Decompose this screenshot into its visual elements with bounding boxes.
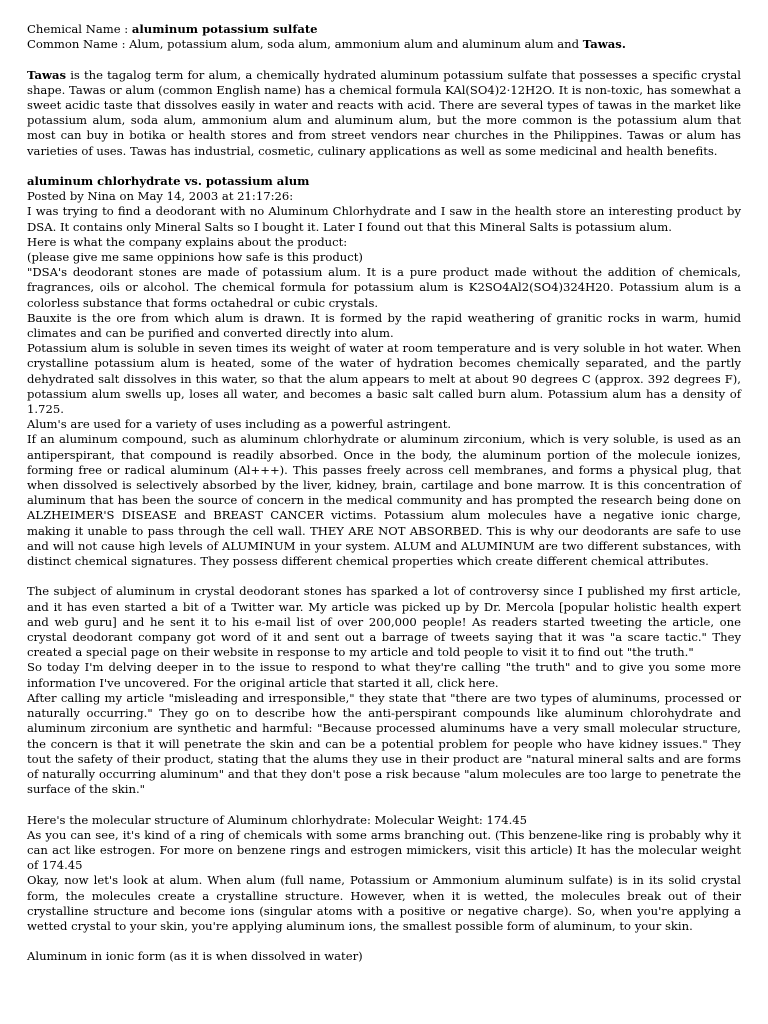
tawas-term: Tawas — [27, 67, 67, 82]
body-paragraph: "DSA's deodorant stones are made of potassium alum. It is a pure product made without the addition of chemicals, fragrances, oils or alcohol. The chemical formula for potassium alum is K2SO4Al2(SO4)324H20. Potassium alum is a colorless substance that forms octahedral or cubic crystals. — [27, 265, 741, 310]
common-name-line: Common Name : Alum, potassium alum, soda alum, ammonium alum and aluminum alum and Tawas. — [27, 37, 626, 52]
footer-line: Aluminum in ionic form (as it is when dissolved in water) — [27, 949, 363, 964]
body-paragraph: Here is what the company explains about the product: — [27, 234, 348, 249]
body-paragraph: Bauxite is the ore from which alum is drawn. It is formed by the rapid weathering of granitic rocks in warm, humid climates and can be purified and converted directly into alum. — [27, 310, 741, 341]
intro-paragraph: Tawas is the tagalog term for alum, a chemically hydrated aluminum potassium sulfate that possesses a specific crystal shape. Tawas or alum (common English name) has a chemical formula KAl(SO4)2·12H2O. It is non-toxic, has somewhat a sweet acidic taste that dissolves easily in water and reacts with acid. There are several types of tawas in the market like potassium alum, soda alum, ammonium alum and aluminum alum, but the more common is the potassium alum that most can buy in botika or health stores and from street vendors near churches in the Philippines. Tawas or alum has varieties of uses. Tawas has industrial, cosmetic, culinary applications as well as some medicinal and health benefits. — [27, 67, 741, 158]
section-heading: aluminum chlorhydrate vs. potassium alum — [27, 174, 310, 188]
post-meta: Posted by Nina on May 14, 2003 at 21:17:26: — [27, 189, 294, 204]
body-paragraph: Okay, now let's look at alum. When alum (full name, Potassium or Ammonium aluminum sulfate) is in its solid crystal form, the molecules create a crystalline structure. However, when it is wetted, the molecules break out of their crystalline structure and become ions (singular atoms with a positive or negative charge). So, when you're applying a wetted crystal to your skin, you're applying aluminum ions, the smallest possible form of aluminum, to your skin. — [27, 873, 741, 933]
body-paragraph: The subject of aluminum in crystal deodorant stones has sparked a lot of controversy since I published my first article, and it has even started a bit of a Twitter war. My article was picked up by Dr. Mercola [popular holistic health expert and web guru] and he sent it to his e-mail list of over 200,000 people! As readers started tweeting the article, one crystal deodorant company got word of it and sent out a barrage of tweets saying that it was "a scare tactic." They created a special page on their website in response to my article and told people to visit it to find out "the truth." — [27, 584, 741, 660]
body-paragraph: Here's the molecular structure of Aluminum chlorhydrate: Molecular Weight: 174.45 — [27, 812, 528, 827]
body-paragraph: After calling my article "misleading and irresponsible," they state that "there are two types of aluminums, processed or naturally occurring." They go on to describe how the anti-perspirant compounds like aluminum chlorohydrate and aluminum zirconium are synthetic and harmful: "Because processed aluminums have a very small molecular structure, the concern is that it will penetrate the skin and can be a potential problem for people who have kidney issues." They tout the safety of their product, stating that the alums they use in their product are "natural mineral salts and are forms of naturally occurring aluminum" and that they don't pose a risk because "alum molecules are too large to penetrate the surface of the skin." — [27, 690, 741, 797]
body-paragraph: So today I'm delving deeper in to the issue to respond to what they're calling "the truth" and to give you some more information I've uncovered. For the original article that started it all, click here. — [27, 660, 741, 690]
chemical-name-value: aluminum potassium sulfate — [131, 22, 318, 36]
body-paragraph: Potassium alum is soluble in seven times its weight of water at room temperature and is very soluble in hot water. When crystalline potassium alum is heated, some of the water of hydration becomes chemically separated, and the partly dehydrated salt dissolves in this water, so that the alum appears to melt at about 90 degrees C (approx. 392 degrees F), potassium alum swells up, loses all water, and becomes a basic salt called burn alum. Potassium alum has a density of 1.725. — [27, 341, 741, 417]
body-paragraph: I was trying to find a deodorant with no Aluminum Chlorhydrate and I saw in the health store an interesting product by DSA. It contains only Mineral Salts so I bought it. Later I found out that this Mineral Salts is potassium alum. — [27, 204, 741, 234]
chemical-name-line: Chemical Name : aluminum potassium sulfate — [27, 22, 318, 36]
body-paragraph: If an aluminum compound, such as aluminum chlorhydrate or aluminum zirconium, which is very soluble, is used as an antiperspirant, that compound is readily absorbed. Once in the body, the aluminum portion of the molecule ionizes, forming free or radical aluminum (Al+++). This passes freely across cell membranes, and forms a physical plug, that when dissolved is selectively absorbed by the liver, kidney, brain, cartilage and bone marrow. It is this concentration of aluminum that has been the source of concern in the medical community and has prompted the research being done on ALZHEIMER'S DISEASE and BREAST CANCER victims. Potassium alum molecules have a negative ionic charge, making it unable to pass through the cell wall. THEY ARE NOT ABSORBED. This is why our deodorants are safe to use and will not cause high levels of ALUMINUM in your system. ALUM and ALUMINUM are two different substances, with distinct chemical signatures. They possess different chemical properties which create different chemical attributes. — [27, 432, 741, 569]
body-paragraph: Alum's are used for a variety of uses including as a powerful astringent. — [27, 417, 452, 432]
common-name-bold: Tawas. — [582, 37, 626, 52]
body-paragraph: As you can see, it's kind of a ring of chemicals with some arms branching out. (This benzene-like ring is probably why it can act like estrogen. For more on benzene rings and estrogen mimickers, visit this article) It has the molecular weight of 174.45 — [27, 827, 741, 873]
body-paragraph: (please give me same oppinions how safe is this product) — [27, 250, 363, 265]
